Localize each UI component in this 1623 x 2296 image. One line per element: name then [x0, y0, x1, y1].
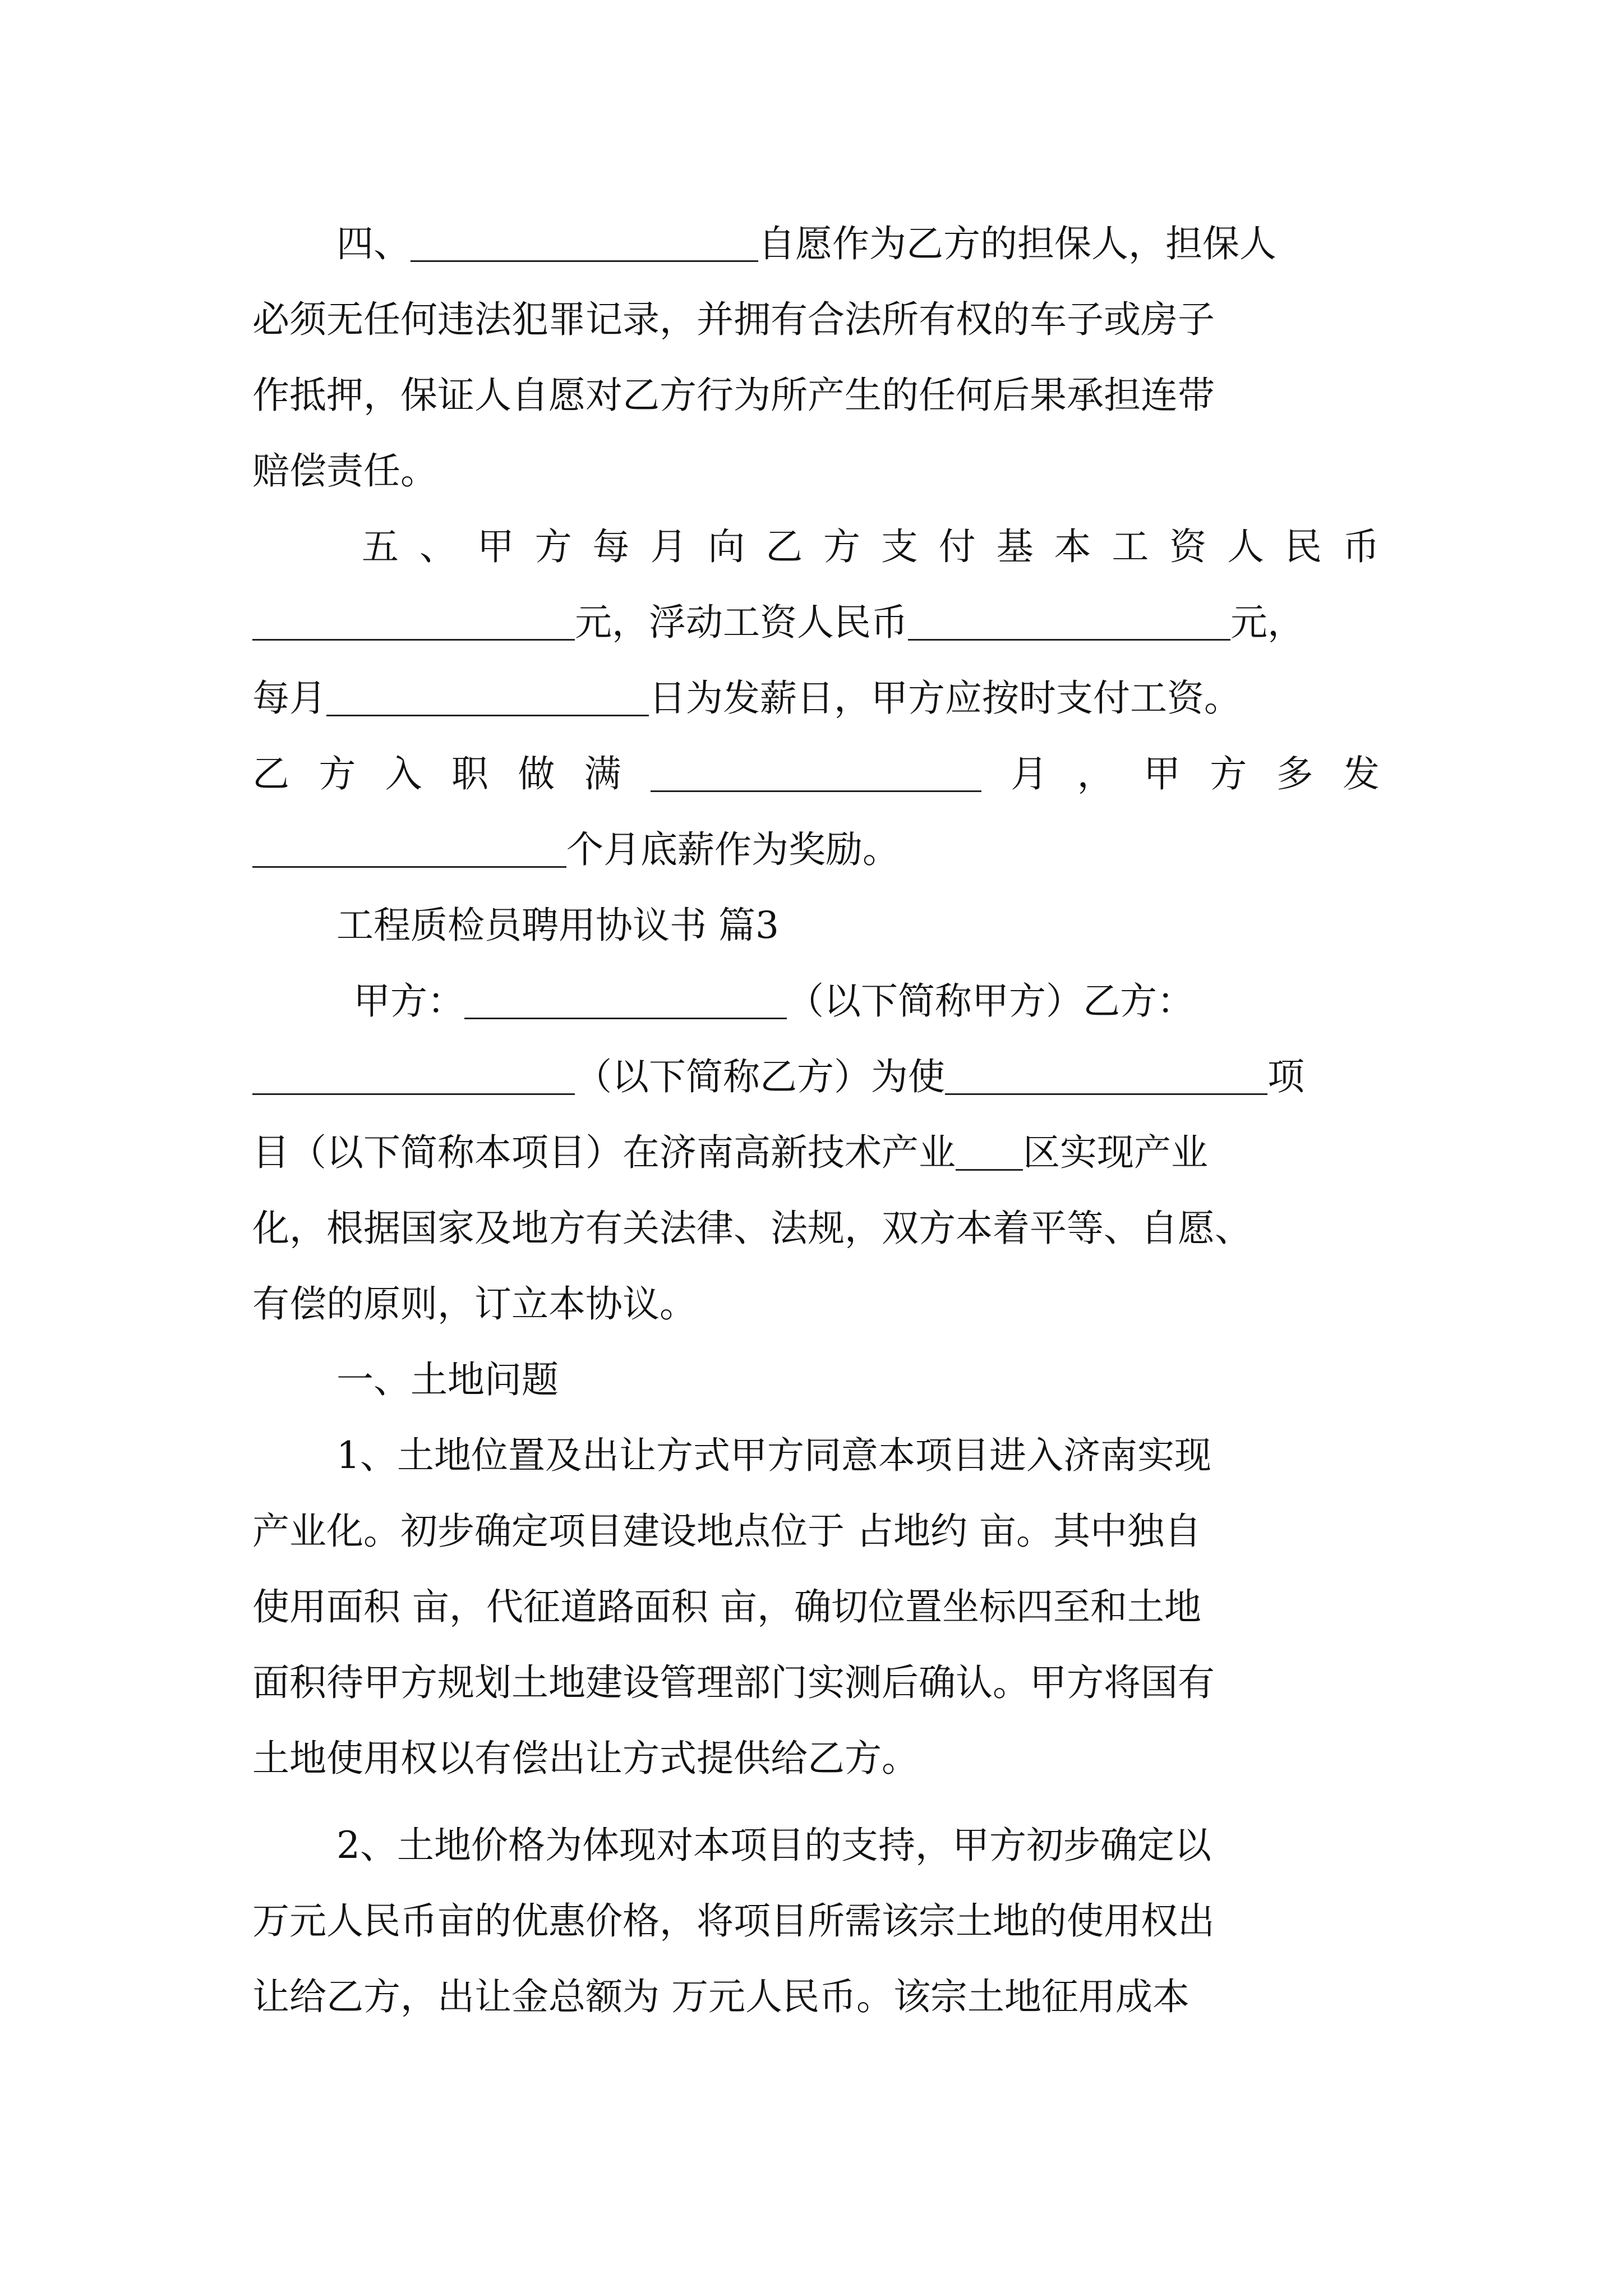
parties-line3 — [252, 1119, 1380, 1186]
para4-line4: 赔偿责任。 — [252, 449, 437, 493]
char: 支 — [880, 525, 918, 568]
months-blank — [651, 757, 981, 792]
char: 、 — [419, 525, 457, 568]
clause1-line2: 产业化。初步确定项目建设地点位于 占地约 亩。其中独自 — [252, 1510, 1201, 1553]
clause1-line4: 面积待甲方规划土地建设管理部门实测后确认。甲方将国有 — [252, 1661, 1215, 1704]
para4-line1-text: 自愿作为乙方的担保人，担保人 — [758, 222, 1276, 265]
char: 入 — [385, 752, 422, 795]
parties-line1 — [353, 968, 1380, 1035]
char: 甲 — [477, 525, 514, 568]
bonus-months-blank — [252, 832, 566, 868]
para5-line4 — [252, 740, 1380, 808]
parties-line2-text: （以下简称乙方）为使 — [575, 1055, 945, 1098]
para5-line3 — [252, 665, 1380, 732]
clause2-line1: 2、土地价格为体现对本项目的支持，甲方初步确定以 — [336, 1824, 1211, 1867]
char: 资 — [1169, 525, 1207, 568]
char: 做 — [518, 752, 555, 795]
guarantor-blank — [411, 227, 758, 262]
para5-line2-text: 元，浮动工资人民币 — [575, 601, 908, 644]
char: 人 — [1227, 525, 1265, 568]
payday-blank — [326, 681, 649, 716]
char: 发 — [1342, 752, 1380, 795]
char: 工 — [1112, 525, 1149, 568]
char: 多 — [1276, 752, 1313, 795]
parties-line3-end: 区实现产业 — [1023, 1131, 1208, 1174]
char: 币 — [1342, 525, 1380, 568]
char: 付 — [938, 525, 976, 568]
para5-line2-end: 元， — [1230, 601, 1304, 644]
char: 方 — [534, 525, 572, 568]
party-a-label: 甲方： — [353, 979, 464, 1023]
para4-line1 — [336, 210, 1380, 278]
clause1-line1: 1、土地位置及出让方式甲方同意本项目进入济南实现 — [336, 1434, 1211, 1477]
party-b-blank — [252, 1060, 575, 1095]
char: 月 — [1011, 752, 1048, 795]
char: 满 — [584, 752, 621, 795]
char: 职 — [451, 752, 488, 795]
char: 乙 — [252, 752, 289, 795]
parties-line4: 化，根据国家及地方有关法律、法规，双方本着平等、自愿、 — [252, 1207, 1252, 1250]
char: ， — [1077, 752, 1114, 795]
parties-line2-end: 项 — [1267, 1055, 1304, 1098]
char: 民 — [1285, 525, 1322, 568]
parties-line3-start: 目（以下简称本项目）在济南高新技术产业 — [252, 1131, 956, 1174]
clause2-line3: 让给乙方，出让金总额为 万元人民币。该宗土地征用成本 — [252, 1975, 1189, 2018]
char: 方 — [319, 752, 356, 795]
char: 每 — [592, 525, 630, 568]
section-title: 工程质检员聘用协议书 篇3 — [336, 904, 779, 947]
char: 方 — [823, 525, 860, 568]
char: 向 — [708, 525, 745, 568]
heading-land-issues: 一、土地问题 — [336, 1358, 559, 1401]
char: 本 — [1054, 525, 1091, 568]
parties-line2 — [252, 1043, 1380, 1111]
char: 月 — [650, 525, 688, 568]
zone-blank — [956, 1135, 1023, 1171]
para4-prefix: 四、 — [336, 222, 411, 265]
clause2-line2: 万元人民币亩的优惠价格，将项目所需该宗土地的使用权出 — [252, 1899, 1215, 1943]
char: 乙 — [766, 525, 803, 568]
para5-line1 — [362, 513, 1380, 581]
para5-line3-end: 日为发薪日，甲方应按时支付工资。 — [649, 677, 1241, 720]
clause1-line5: 土地使用权以有偿出让方式提供给乙方。 — [252, 1737, 919, 1780]
base-salary-blank — [252, 605, 575, 641]
para5-line5 — [252, 816, 1380, 884]
parties-line5: 有偿的原则，订立本协议。 — [252, 1282, 697, 1326]
floating-salary-blank — [908, 605, 1230, 641]
clause1-line3: 使用面积 亩，代征道路面积 亩，确切位置坐标四至和土地 — [252, 1585, 1201, 1628]
project-blank — [945, 1060, 1267, 1095]
para5-line3-start: 每月 — [252, 677, 326, 720]
char: 方 — [1210, 752, 1247, 795]
para5-line2 — [252, 589, 1380, 656]
party-a-blank — [464, 984, 787, 1019]
char: 基 — [996, 525, 1034, 568]
para5-line5-text: 个月底薪作为奖励。 — [566, 828, 900, 871]
parties-line1-text: （以下简称甲方）乙方： — [787, 979, 1194, 1023]
char: 甲 — [1143, 752, 1181, 795]
para4-line2: 必须无任何违法犯罪记录，并拥有合法所有权的车子或房子 — [252, 298, 1215, 341]
char: 五 — [362, 525, 399, 568]
para4-line3: 作抵押，保证人自愿对乙方行为所产生的任何后果承担连带 — [252, 374, 1215, 417]
